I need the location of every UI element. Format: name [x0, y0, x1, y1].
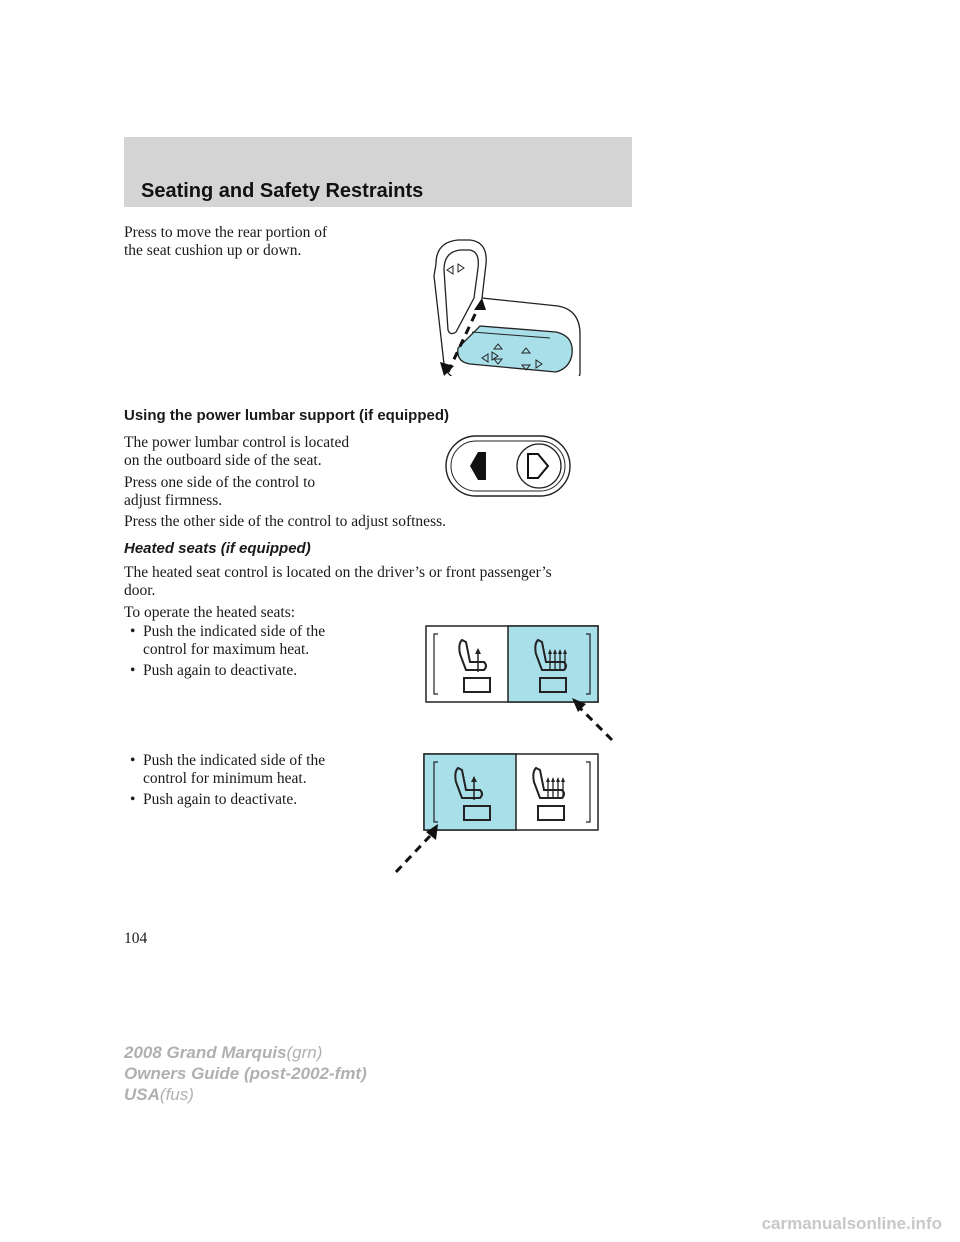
heated-seat-max-icon: [424, 624, 616, 746]
lumbar-heading: Using the power lumbar support (if equipped): [124, 407, 449, 424]
section-title: Seating and Safety Restraints: [141, 180, 424, 202]
lumbar-text-p2-line1: Press one side of the control to: [124, 474, 316, 491]
document-footer: [124, 1042, 367, 1105]
section-header-band: [124, 137, 632, 207]
min-bullet2: Push again to deactivate.: [143, 791, 298, 808]
seat-cushion-text-line1: Press to move the rear portion of: [124, 224, 328, 241]
footer-line1-light: (grn): [286, 1043, 323, 1062]
footer-line1-bold: 2008 Grand Marquis: [124, 1043, 287, 1062]
min-bullet1-line1: Push the indicated side of the: [143, 752, 326, 769]
bullet-glyph: •: [130, 662, 136, 679]
footer-line3-light: (fus): [159, 1085, 194, 1104]
min-bullet1-line2: control for minimum heat.: [143, 770, 307, 787]
lumbar-text-p1-line1: The power lumbar control is located: [124, 434, 350, 451]
bullet-glyph: •: [130, 752, 136, 769]
max-bullet2: Push again to deactivate.: [143, 662, 298, 679]
page-number: 104: [124, 930, 148, 947]
heated-seat-min-icon: [392, 752, 604, 876]
lumbar-control-icon: [444, 434, 574, 498]
seat-cushion-text-line2: the seat cushion up or down.: [124, 242, 302, 259]
watermark: carmanualsonline.info: [761, 1214, 942, 1233]
lumbar-text-p3: Press the other side of the control to adjust softness.: [124, 513, 447, 530]
bullet-glyph: •: [130, 623, 136, 640]
seat-cushion-control-icon: [426, 236, 586, 376]
lumbar-text-p1-line2: on the outboard side of the seat.: [124, 452, 322, 469]
heated-text-p2: To operate the heated seats:: [124, 604, 296, 621]
heated-text-p1-line1: The heated seat control is located on the driver’s or front passenger’s: [124, 564, 552, 581]
bullet-glyph: •: [130, 791, 136, 808]
max-bullet1-line2: control for maximum heat.: [143, 641, 310, 658]
max-bullet1-line1: Push the indicated side of the: [143, 623, 326, 640]
heated-heading: Heated seats (if equipped): [124, 540, 311, 557]
footer-line2-bold: Owners Guide (post-2002-fmt): [124, 1064, 367, 1083]
footer-line3-bold: USA: [124, 1085, 160, 1104]
heated-text-p1-line2: door.: [124, 582, 156, 599]
lumbar-text-p2-line2: adjust firmness.: [124, 492, 223, 509]
